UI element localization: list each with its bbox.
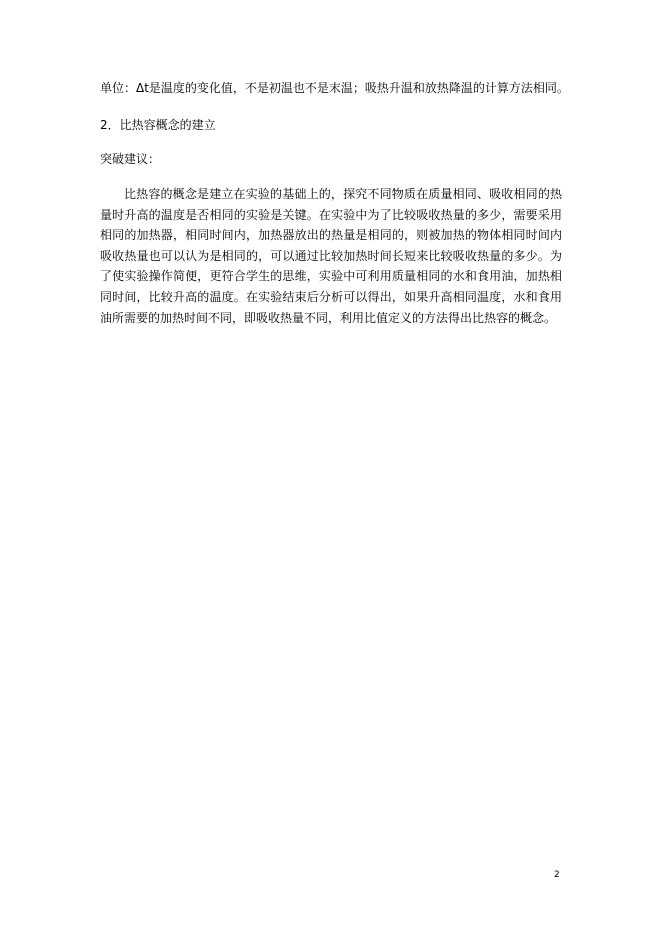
subheading: 突破建议： <box>100 152 161 166</box>
section-heading: 2．比热容概念的建立 <box>100 118 216 132</box>
unit-line: 单位：Δt是温度的变化值，不是初温也不是末温；吸热升温和放热降温的计算方法相同。 <box>100 81 569 95</box>
page-number: 2 <box>554 870 560 880</box>
body-paragraph: 比热容的概念是建立在实验的基础上的，探究不同物质在质量相同、吸收相同的热量时升高的温度是否相同的实验是关键。在实验中为了比较吸收热量的多少，需要采用相同的加热器，相同时间内，加热器放出的热量是相同的，则被加热的物体相同时间内吸收热量也可以认为是相同的，可以通过比较加热时间长短来比较吸收热量的多少。为了使实验操作简便，更符合学生的思维，实验中可利用质量相同的水和食用油，加热相同时间，比较升高的温度。在实验结束后分析可以得出，如果升高相同温度，水和食用油所需要的加热时间不同，即吸收热量不同，利用比值定义的方法得出比热容的概念。 <box>100 187 562 325</box>
